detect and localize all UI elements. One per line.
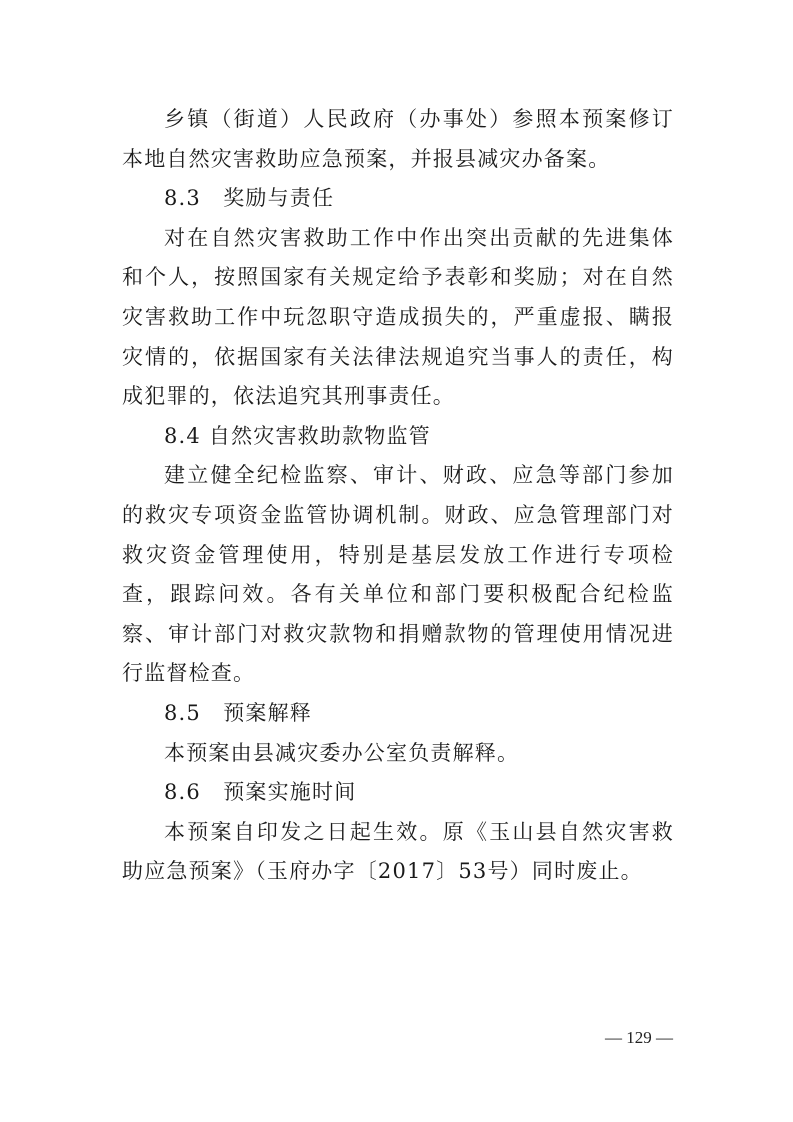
section-heading-8-5: 8.5 预案解释: [164, 700, 312, 725]
page-number: — 129 —: [605, 1028, 673, 1047]
paragraph-effective-date: 本预案自印发之日起生效。原《玉山县自然灾害救助应急预案》（玉府办字〔2017〕53号）同时废止。: [122, 819, 674, 884]
body-text: [122, 100, 674, 892]
section-heading-8-3: 8.3 奖励与责任: [164, 186, 335, 211]
section-heading-8-4: 8.4 自然灾害救助款物监管: [164, 423, 431, 448]
section-heading-8-6: 8.6 预案实施时间: [164, 780, 357, 805]
paragraph-rewards-responsibility: 对在自然灾害救助工作中作出突出贡献的先进集体和个人，按照国家有关规定给予表彰和奖励；对在自然灾害救助工作中玩忽职守造成损失的，严重虚报、瞒报灾情的，依据国家有关法律法规追究当事人的责任，构成犯罪的，依法追究其刑事责任。: [122, 225, 674, 409]
paragraph-plan-interpretation: 本预案由县减灾委办公室负责解释。: [164, 740, 520, 765]
paragraph-funds-supervision: 建立健全纪检监察、审计、财政、应急等部门参加的救灾专项资金监管协调机制。财政、应急管理部门对救灾资金管理使用，特别是基层发放工作进行专项检查，跟踪问效。各有关单位和部门要积极配合纪检监察、审计部门对救灾款物和捐赠款物的管理使用情况进行监督检查。: [122, 463, 674, 686]
paragraph-township-reference: 乡镇（街道）人民政府（办事处）参照本预案修订本地自然灾害救助应急预案，并报县减灾办备案。: [122, 107, 674, 171]
